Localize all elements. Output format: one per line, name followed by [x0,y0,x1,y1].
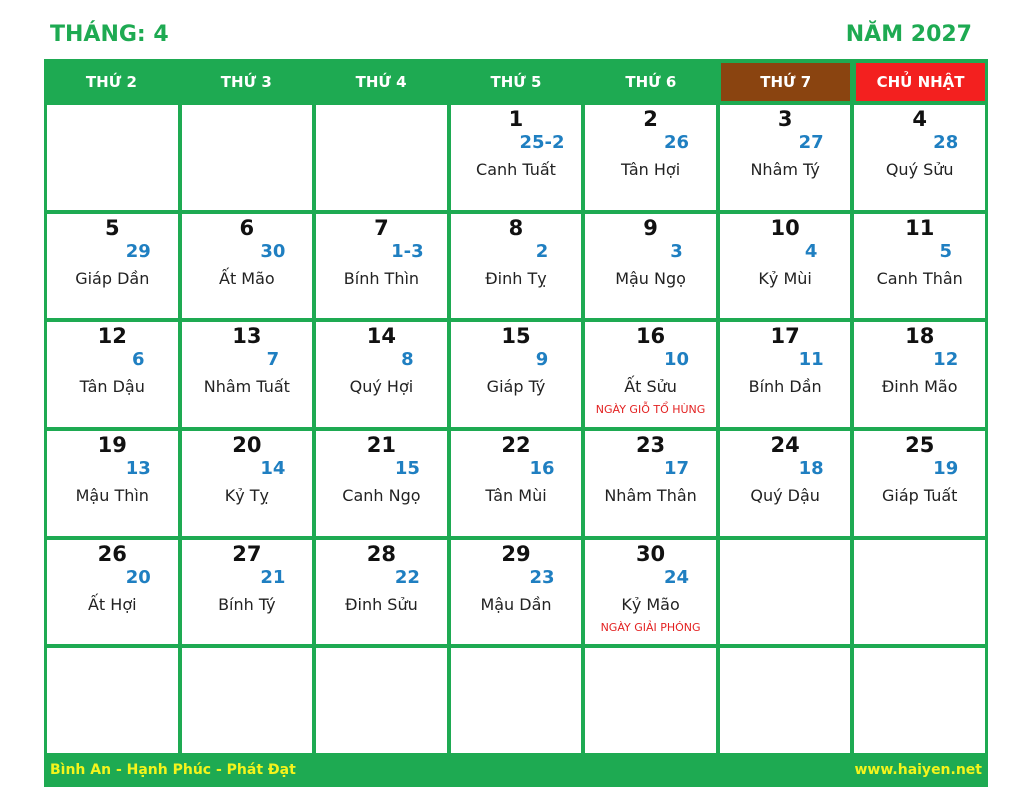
solar-date: 17 [770,324,800,349]
can-chi-name: Mậu Dần [480,594,552,614]
calendar-table [44,59,988,787]
can-chi-name: Bính Thìn [343,268,420,288]
solar-date: 10 [770,215,800,240]
solar-date: 7 [374,215,389,240]
day-cell [854,105,985,210]
day-cell [585,105,716,210]
lunar-date: 18 [798,457,824,479]
can-chi-name: Kỷ Mão [621,594,680,614]
day-cell [47,214,178,319]
can-chi-name: Kỷ Mùi [758,268,812,288]
holiday-note: NGÀY GIỖ TỔ HÙNG [595,403,706,417]
lunar-date: 20 [125,566,151,588]
lunar-date: 10 [664,349,690,371]
solar-date: 14 [366,324,397,349]
weekday-saturday: THỨ 7 [721,63,850,101]
day-cell [720,322,851,427]
day-cell [182,214,313,319]
weekday-header-row [44,59,988,105]
footer-slogan: Bình An - Hạnh Phúc - Phát Đạt [50,762,296,778]
day-cell [182,322,313,427]
solar-date: 29 [501,541,531,566]
lunar-date: 27 [798,132,824,153]
lunar-date: 13 [125,457,151,479]
can-chi-name: Nhâm Tuất [203,377,290,397]
day-cell [451,214,582,319]
day-cell [451,540,582,645]
solar-date: 28 [366,541,397,566]
solar-date: 8 [508,215,524,240]
day-cell [316,214,447,319]
day-cell [854,322,985,427]
day-cell [47,431,178,536]
lunar-date: 12 [933,349,959,371]
solar-date: 16 [635,324,666,349]
lunar-date: 19 [933,457,959,479]
day-cell [854,540,985,645]
year-title: NĂM 2027 [845,22,972,47]
solar-date: 9 [643,215,658,240]
day-cell [585,648,716,753]
lunar-date: 1-3 [391,240,424,262]
day-cell [47,648,178,753]
can-chi-name: Mậu Thìn [75,485,149,505]
day-cell [316,322,447,427]
can-chi-name: Canh Ngọ [342,485,421,505]
solar-date: 6 [239,215,255,240]
can-chi-name: Bính Dần [748,377,822,397]
solar-date: 22 [501,432,531,457]
can-chi-name: Ất Hợi [87,594,137,614]
day-cell [182,105,313,210]
can-chi-name: Đinh Sửu [345,594,418,614]
can-chi-name: Mậu Ngọ [615,268,686,288]
can-chi-name: Giáp Dần [75,268,150,288]
month-title: THÁNG: 4 [50,22,169,47]
day-cell [316,540,447,645]
solar-date: 3 [777,107,793,131]
can-chi-name: Ất Sửu [624,377,677,397]
can-chi-name: Quý Sửu [885,160,954,179]
day-cell [182,431,313,536]
day-cell [316,105,447,210]
lunar-date: 2 [535,240,549,262]
lunar-date: 23 [529,566,555,588]
can-chi-name: Đinh Mão [881,377,958,397]
holiday-note: NGÀY GIẢI PHÓNG [600,620,701,634]
lunar-date: 8 [401,349,414,371]
lunar-date: 14 [260,457,286,479]
day-cell [316,431,447,536]
can-chi-name: Nhâm Thân [604,485,697,505]
can-chi-name: Canh Tuất [476,160,556,179]
day-cell [47,105,178,210]
lunar-date: 22 [394,566,420,588]
solar-date: 12 [97,324,127,349]
solar-date: 15 [501,324,531,349]
day-cell [720,214,851,319]
solar-date: 11 [905,215,935,240]
day-cell [47,322,178,427]
can-chi-name: Kỷ Tỵ [224,485,269,505]
weekday-thursday: THỨ 5 [490,73,542,91]
solar-date: 27 [232,541,262,566]
weekday-monday: THỨ 2 [85,73,137,91]
can-chi-name: Tân Mùi [485,485,547,505]
can-chi-name: Quý Dậu [750,485,820,505]
day-cell [854,431,985,536]
lunar-date: 21 [260,566,286,588]
lunar-date: 6 [132,349,145,371]
weekday-wednesday: THỨ 4 [355,73,407,91]
solar-date: 26 [97,541,127,566]
lunar-date: 4 [804,240,818,262]
solar-date: 23 [635,432,666,457]
day-cell [720,431,851,536]
day-cell [451,648,582,753]
can-chi-name: Nhâm Tý [750,160,820,179]
day-cell [720,105,851,210]
lunar-date: 15 [394,457,420,479]
lunar-date: 26 [664,132,690,153]
day-cell [720,540,851,645]
day-cell [451,105,582,210]
solar-date: 25 [905,432,935,457]
solar-date: 5 [104,215,120,240]
solar-date: 20 [232,432,262,457]
lunar-date: 16 [529,457,555,479]
day-cell [451,431,582,536]
solar-date: 21 [366,432,397,457]
solar-date: 13 [232,324,262,349]
solar-date: 30 [635,541,666,566]
day-cell [720,648,851,753]
day-cell [585,431,716,536]
lunar-date: 5 [939,240,952,262]
can-chi-name: Ất Mão [219,268,275,288]
solar-date: 1 [508,107,524,131]
solar-date: 19 [97,432,127,457]
can-chi-name: Đinh Tỵ [485,268,547,288]
can-chi-name: Bính Tý [218,594,276,614]
weekday-sunday: CHỦ NHẬT [856,63,985,101]
day-cell [47,540,178,645]
day-cell [316,648,447,753]
lunar-date: 25-2 [519,132,565,153]
weekday-tuesday: THỨ 3 [220,73,272,91]
lunar-date: 17 [664,457,690,479]
solar-date: 4 [912,107,928,131]
lunar-date: 29 [125,240,151,262]
day-cell [854,648,985,753]
calendar-footer [44,753,988,787]
can-chi-name: Tân Dậu [79,377,145,397]
lunar-date: 11 [798,349,824,371]
can-chi-name: Giáp Tuất [881,485,958,505]
day-grid [47,105,985,753]
day-cell [451,322,582,427]
solar-date: 2 [643,107,658,131]
day-cell [585,214,716,319]
lunar-date: 9 [535,349,549,371]
day-cell [182,648,313,753]
can-chi-name: Tân Hợi [620,160,681,179]
can-chi-name: Quý Hợi [349,377,414,397]
weekday-friday: THỨ 6 [625,73,677,91]
lunar-date: 30 [260,240,286,262]
lunar-date: 7 [266,349,280,371]
solar-date: 18 [905,324,935,349]
can-chi-name: Giáp Tý [486,377,546,397]
can-chi-name: Canh Thân [876,268,963,288]
day-cell [182,540,313,645]
solar-date: 24 [770,432,800,457]
day-cell [585,322,716,427]
footer-website: www.haiyen.net [854,762,982,778]
day-cell [585,540,716,645]
day-cell [854,214,985,319]
lunar-date: 3 [670,240,683,262]
lunar-date: 24 [664,566,690,588]
lunar-date: 28 [933,132,959,153]
